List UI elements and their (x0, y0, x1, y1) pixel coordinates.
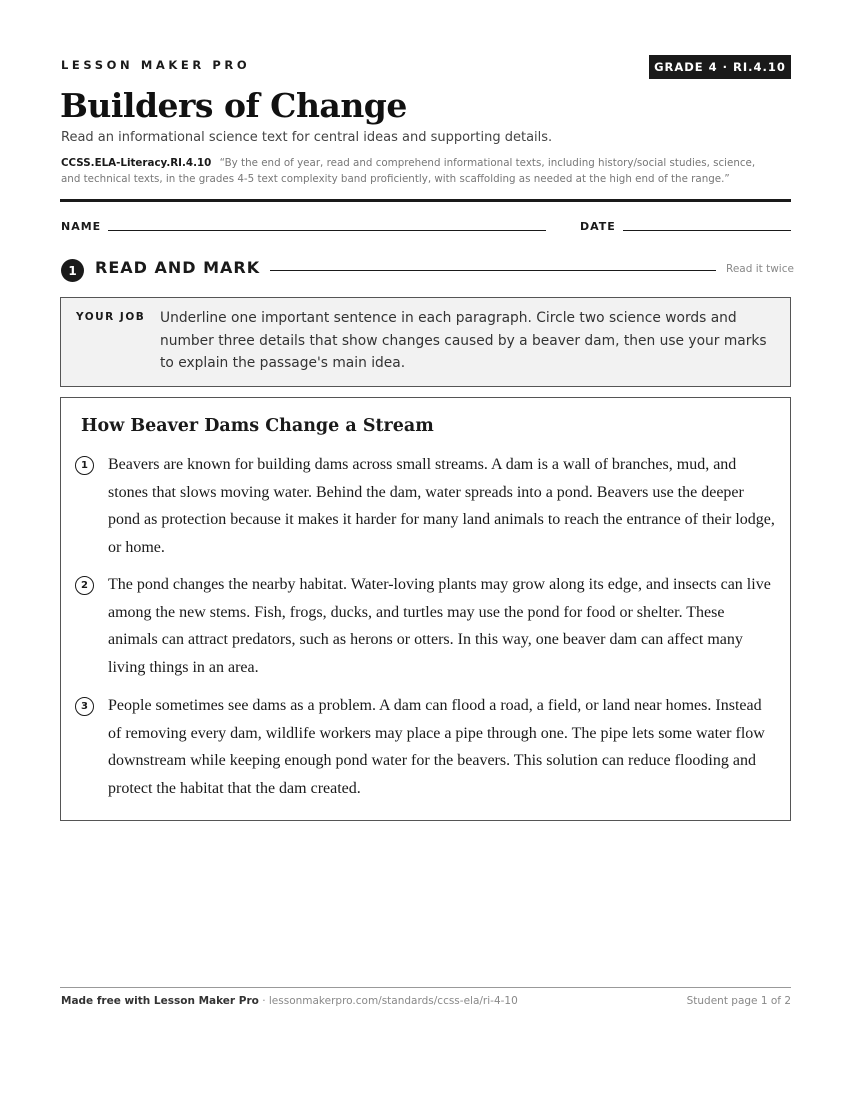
standard-code: CCSS.ELA-Literacy.RI.4.10 (61, 157, 212, 169)
date-field-line[interactable] (623, 230, 791, 231)
job-instructions: Underline one important sentence in each paragraph. Circle two science words and number three details that show changes caused by a beaver dam, then use your marks to explain the passage's main idea. (160, 310, 767, 371)
section-divider (270, 270, 716, 271)
paragraph-number-badge: 3 (75, 697, 94, 716)
section-number-badge: 1 (61, 259, 84, 282)
passage-box (60, 397, 791, 821)
name-label: NAME (61, 220, 102, 233)
passage-title: How Beaver Dams Change a Stream (81, 416, 434, 436)
header-divider (60, 199, 791, 202)
footer-page-number: Student page 1 of 2 (686, 995, 791, 1007)
job-box (60, 297, 791, 387)
footer-separator: · (258, 995, 269, 1007)
paragraph-number-badge: 1 (75, 456, 94, 475)
name-field-line[interactable] (108, 230, 546, 231)
paragraph-text: The pond changes the nearby habitat. Water-loving plants may grow along its edge, and insects can live among the new stems. Fish, frogs, ducks, and turtles may use the pond for food or shelter. These animals can attract predators, such as herons or otters. In this way, one beaver dam can affect many living things in an area. (108, 576, 771, 676)
page-subtitle: Read an informational science text for central ideas and supporting details. (61, 130, 553, 145)
footer-made-with: Made free with Lesson Maker Pro (61, 995, 259, 1007)
footer-divider (60, 987, 791, 988)
paragraph-text: Beavers are known for building dams across small streams. A dam is a wall of branches, mud, and stones that slows moving water. Behind the dam, water spreads into a pond. Beavers use the deeper pond as protection because it makes it harder for many land animals to reach the entrance of their lodge, or home. (108, 456, 775, 556)
paragraph-number-badge: 2 (75, 576, 94, 595)
section-title: READ AND MARK (95, 258, 261, 277)
page-title: Builders of Change (60, 86, 407, 125)
job-label: YOUR JOB (76, 311, 146, 323)
standard-description (61, 155, 761, 187)
brand-name: LESSON MAKER PRO (61, 58, 251, 72)
footer-credit (61, 995, 518, 1007)
paragraph-text: People sometimes see dams as a problem. A dam can flood a road, a field, or land near homes. Instead of removing every dam, wildlife workers may place a pipe through one. The pipe lets some water flow downstream while keeping enough pond water for the beavers. This solution can reduce flooding and protect the habitat that the dam created. (108, 697, 765, 797)
date-label: DATE (580, 220, 616, 233)
footer-url-link[interactable]: lessonmakerpro.com/standards/ccss-ela/ri-4-10 (268, 995, 518, 1007)
grade-badge: GRADE 4 · RI.4.10 (649, 55, 791, 79)
section-note: Read it twice (726, 263, 794, 275)
standard-text: “By the end of year, read and comprehend informational texts, including history/social studies, science, and technical texts, in the grades 4-5 text complexity band proficiently, with scaffolding as needed at the high end of the range.” (61, 157, 756, 185)
